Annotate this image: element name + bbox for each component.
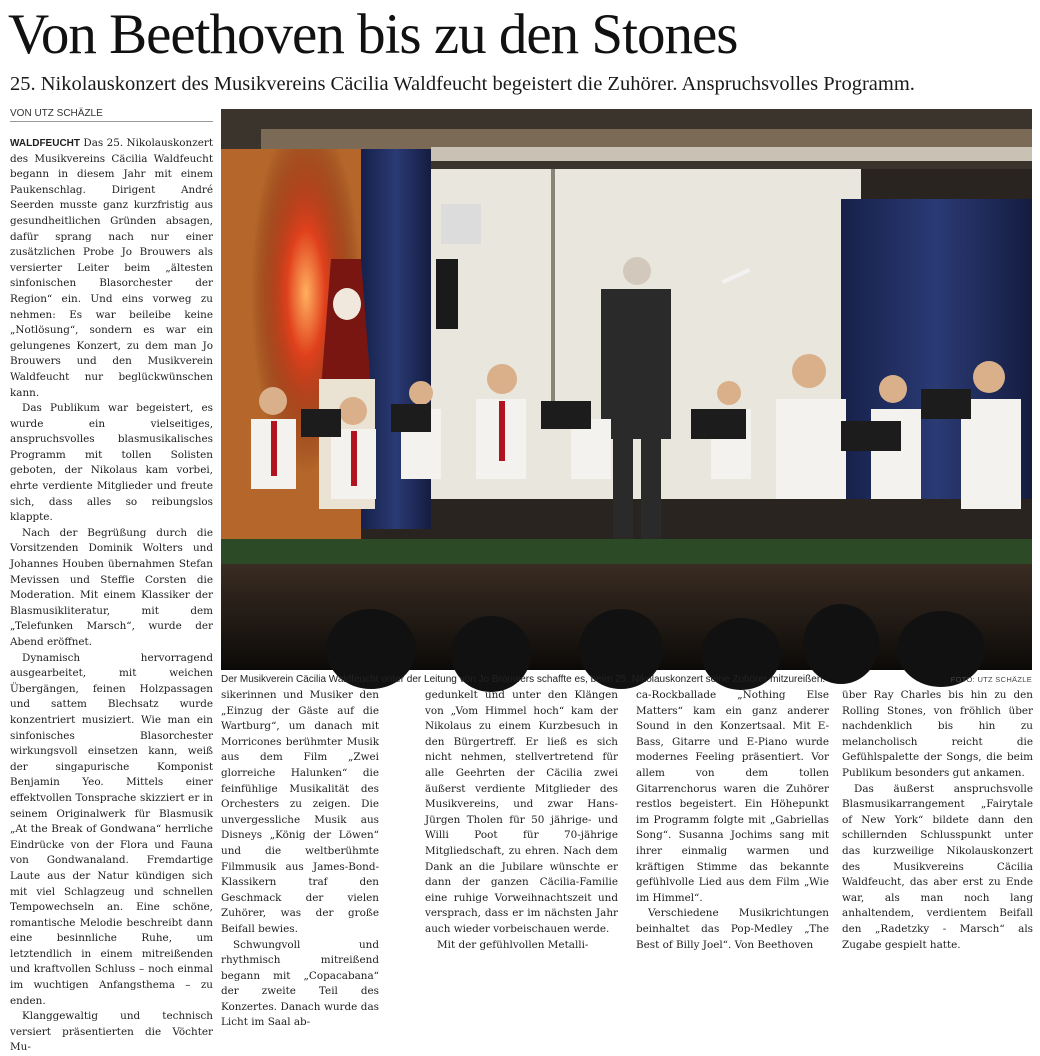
paragraph: Nach der Begrüßung durch die Vorsitzenden Dominik Wolters und Johannes Houben übernahmen Stefan Mevissen und Steffie Corsten die Moderation. Mit einem Klassiker der Blasmusikliteratur, mit dem „Telefunken Marsch“, wurde der Abend eröffnet. — [10, 526, 213, 648]
paragraph: Mit der gefühlvollen Metalli- — [437, 938, 589, 951]
headline: Von Beethoven bis zu den Stones — [8, 3, 738, 66]
article-column-1 — [10, 136, 213, 1054]
subheadline: 25. Nikolauskonzert des Musikvereins Cäcilia Waldfeucht begeistert die Zuhörer. Anspruchsvolles Programm. — [10, 73, 915, 95]
article-column-3 — [425, 688, 618, 951]
concert-photo — [221, 109, 1032, 670]
article-column-4 — [636, 688, 829, 951]
paragraph: gedunkelt und unter den Klängen von „Vom Himmel hoch“ kam der Nikolaus zu einem Kurzbesuch in den Bürgertreff. Er ließ es sich nicht nehmen, stellvertretend für alle Geehrten der Cäcilia zwei äußerst verdiente Mitglieder des Musikvereins, und zwar Hans-Jürgen Tholen für 50 jährige- und Willi Poot für 70-jährige Mitgliedschaft, zu ehren. Nach dem Dank an die Jubilare wünschte er dann der ganzen Cäcilia-Familie eine ruhige Vorweihnachtszeit und versprach, dass er im nächsten Jahr auch wieder vorbeischauen werde. — [425, 689, 618, 935]
paragraph: Schwungvoll und rhythmisch mitreißend begann mit „Copacabana“ der zweite Teil des Konzertes. Danach wurde das Licht im Saal ab- — [221, 938, 379, 1029]
article-column-5 — [842, 688, 1033, 951]
dateline: WALDFEUCHT — [10, 138, 80, 149]
paragraph: Das Publikum war begeistert, es wurde ein vielseitiges, anspruchsvolles blasmusikalisches Programm mit tollen Solisten geboten, der Nikolaus kam vorbei, ehrte verdiente Mitglieder und freute sich, dass alles so reibungslos klappte. — [10, 402, 213, 524]
byline: VON UTZ SCHÄZLE — [10, 108, 103, 119]
paragraph: Klanggewaltig und technisch versiert präsentierten die Vöchter Mu- — [10, 1010, 213, 1054]
photo-caption: Der Musikverein Cäcilia Waldfeucht unter der Leitung von Jo Brouwers schaffte es, beim 25. Nikolauskonzert seine Zuhörer mitzureißen. — [221, 674, 826, 685]
photo-credit: FOTO: UTZ SCHÄZLE — [950, 675, 1032, 684]
paragraph: ca-Rockballade „Nothing Else Matters“ kam ein ganz anderer Sound in den Konzertsaal. Mit E-Bass, Gitarre und E-Piano wurde modernes Feeling präsentiert. Vor allem von dem tollen Gitarrenchorus waren die Zuhörer restlos begeistert. Ein Höhepunkt im Programm folgte mit „Gabriellas Song“. Susanna Jochims sang mit ihrer einmalig warmen und kräftigen Stimme das bekannte gefühlvolle Lied aus dem Film „Wie im Himmel“. — [636, 689, 829, 904]
paragraph: Dynamisch hervorragend ausgearbeitet, mit weichen Übergängen, feinen Holzpassagen und sattem Blechsatz wurde konzentriert musiziert. Wie man ein sinfonisches Blasorchester wirkungsvoll einsetzen kann, weiß der singapurische Komponist Benjamin Yeo. Mittels einer effektvollen Tonsprache skizziert er in seinem Originalwerk für Blasmusik „At the Break of Gondwana“ herrliche Eindrücke von der Flora und Fauna von Gondwanaland. Fremdartige Laute aus der Natur kündigen sich mit viel Schlagzeug und schnellen Tempowechseln an. Eine schöne, romantische Melodie beschreibt dann eine besinnliche Ruhe, um letztendlich in einem mitreißenden und kraftvollen Schluss – noch einmal im wuchtigen Anfangsthema – zu enden. — [10, 651, 213, 1007]
paragraph — [10, 136, 213, 401]
paragraph: Das äußerst anspruchsvolle Blasmusikarrangement „Fairytale of New York“ bildete dann den schillernden Schlusspunkt unter das kurzweilige Nikolauskonzert des Musikvereins Cäcilia Waldfeucht, das aber erst zu Ende war, als man noch lang anhaltendem, verdientem Beifall den „Radetzky - Marsch“ als Zugabe gespielt hatte. — [842, 782, 1033, 951]
byline-divider — [10, 121, 213, 122]
article-column-2 — [221, 688, 379, 1029]
paragraph: über Ray Charles bis hin zu den Rolling Stones, von fröhlich über nachdenklich bis hin zu melancholisch reicht die Gefühlspalette der Songs, die beim Publikum besonders gut ankamen. — [842, 689, 1033, 779]
paragraph-text: Das 25. Nikolauskonzert des Musikvereins Cäcilia Waldfeucht begann in diesem Jahr mit einem Paukenschlag. Dirigent André Seerden musste ganz kurzfristig aus gesundheitlichen Gründen absagen, dafür sprang nach nur einer zusätzlichen Probe Jo Brouwers als versierter Leiter beim „ältesten sinfonischen Blasorchester der Region“ ein. Und eins vorweg zu nehmen: Es war beileibe keine „Notlösung“, sondern es war ein gelungenes Konzert, zu dem man Jo Brouwers und den Musikverein Waldfeucht nur beglückwünschen kann. — [10, 137, 213, 399]
paragraph: Verschiedene Musikrichtungen beinhaltet das Pop-Medley „The Best of Billy Joel“. Von Beethoven — [636, 907, 829, 951]
paragraph: sikerinnen und Musiker den „Einzug der Gäste auf die Wartburg“, um danach mit Morricones berühmter Musik aus dem Film „Zwei glorreiche Halunken“ die feinfühlige Musikalität des Orchesters zu zeigen. Die unvergessliche Musik aus Disneys „König der Löwen“ und die weltberühmte Filmmusik aus James-Bond-Klassikern traf den Geschmack der vielen Zuhörer, was der große Beifall bewies. — [221, 689, 379, 935]
